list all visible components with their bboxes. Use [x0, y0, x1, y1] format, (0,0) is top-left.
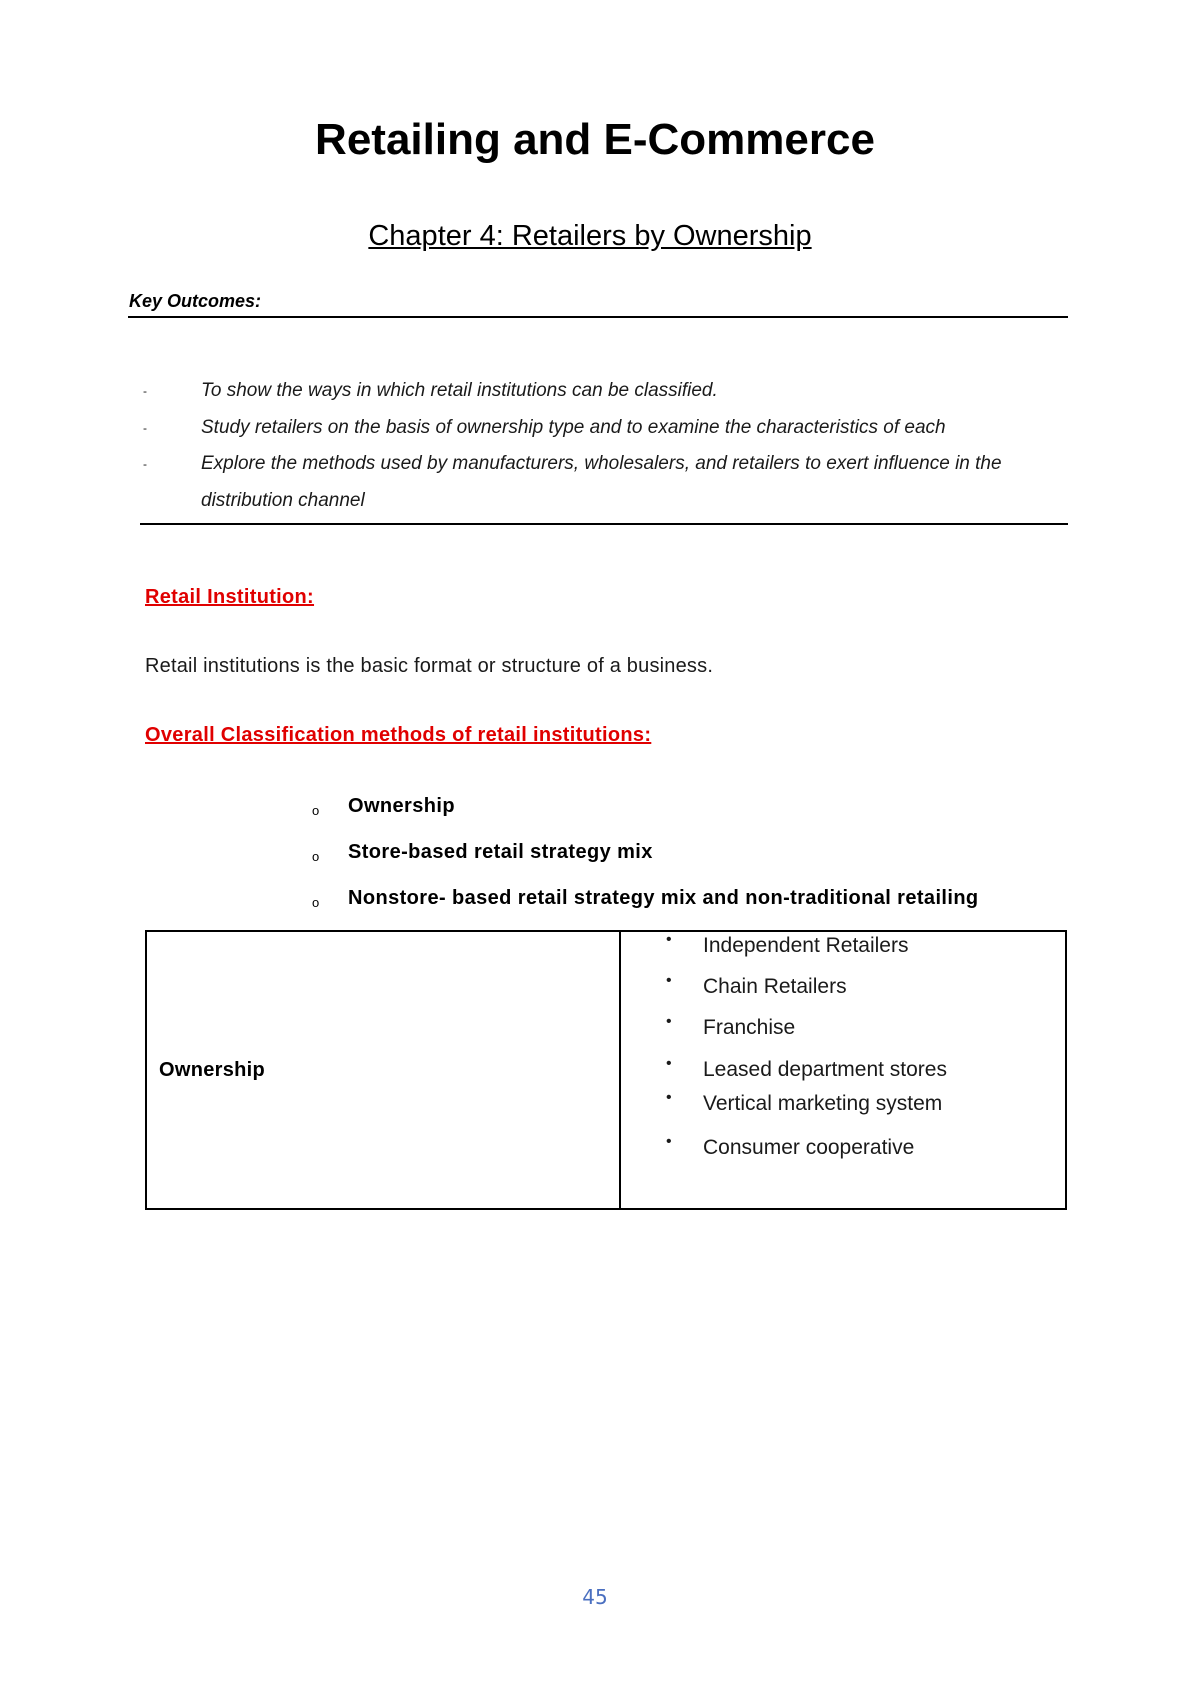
- ownership-type-item: [661, 1091, 942, 1117]
- bullet-icon: •: [666, 1013, 672, 1030]
- ownership-type-text: Vertical marketing system: [703, 1092, 943, 1115]
- key-outcomes-bottom-rule: [140, 523, 1068, 525]
- bullet-icon: •: [666, 1055, 672, 1072]
- chapter-title: Chapter 4: Retailers by Ownership: [368, 220, 812, 252]
- classification-heading: Overall Classification methods of retail institutions:: [145, 724, 652, 746]
- classification-method-item: [312, 885, 979, 931]
- ownership-label-cell: Ownership: [146, 931, 620, 1209]
- bullet-icon: •: [666, 931, 672, 948]
- ownership-type-item: [661, 974, 847, 1000]
- dash-marker-icon: -: [143, 457, 147, 472]
- page-number: 45: [582, 1585, 608, 1609]
- ownership-type-text: Chain Retailers: [703, 975, 847, 998]
- ownership-type-item: [661, 1057, 947, 1083]
- ownership-type-text: Franchise: [703, 1016, 796, 1039]
- document-title: Retailing and E-Commerce: [315, 115, 875, 164]
- ownership-type-text: Independent Retailers: [703, 934, 909, 957]
- ownership-types-list: [621, 932, 1065, 1208]
- classification-method-text: Nonstore- based retail strategy mix and non-traditional retailing: [348, 887, 979, 909]
- key-outcome-item: [140, 446, 1060, 519]
- ownership-type-item: [661, 1135, 914, 1161]
- key-outcomes-top-rule: [128, 316, 1068, 318]
- bullet-icon: •: [666, 1133, 672, 1150]
- key-outcome-text: Study retailers on the basis of ownership type and to examine the characteristics of each: [201, 416, 946, 438]
- key-outcome-text: To show the ways in which retail institutions can be classified.: [201, 380, 718, 401]
- classification-method-text: Store-based retail strategy mix: [348, 841, 653, 863]
- bullet-icon: •: [666, 972, 672, 989]
- key-outcome-item: [140, 410, 1060, 447]
- circle-bullet-icon: o: [312, 849, 320, 864]
- retail-institution-definition: Retail institutions is the basic format or structure of a business.: [145, 655, 714, 677]
- ownership-type-text: Consumer cooperative: [703, 1136, 915, 1159]
- bullet-icon: •: [666, 1089, 672, 1106]
- circle-bullet-icon: o: [312, 895, 320, 910]
- key-outcomes-label: Key Outcomes:: [129, 291, 262, 311]
- key-outcomes-list: [140, 373, 1060, 520]
- ownership-table: [145, 930, 1067, 1210]
- dash-marker-icon: -: [143, 384, 147, 398]
- classification-method-text: Ownership: [348, 795, 455, 817]
- table-row: [146, 931, 1066, 1209]
- key-outcome-text: Explore the methods used by manufacturers, wholesalers, and retailers to exert influence in the distribution channel: [201, 453, 1002, 512]
- classification-methods-list: [312, 793, 979, 931]
- ownership-type-item: [661, 1015, 795, 1041]
- ownership-type-item: [661, 933, 908, 959]
- classification-method-item: [312, 839, 979, 885]
- ownership-type-text: Leased department stores: [703, 1058, 947, 1081]
- dash-marker-icon: -: [143, 420, 147, 435]
- retail-institution-heading: Retail Institution:: [145, 586, 315, 608]
- ownership-types-cell: [620, 931, 1066, 1209]
- classification-method-item: [312, 793, 979, 839]
- key-outcome-item: [140, 373, 1060, 410]
- circle-bullet-icon: o: [312, 803, 320, 818]
